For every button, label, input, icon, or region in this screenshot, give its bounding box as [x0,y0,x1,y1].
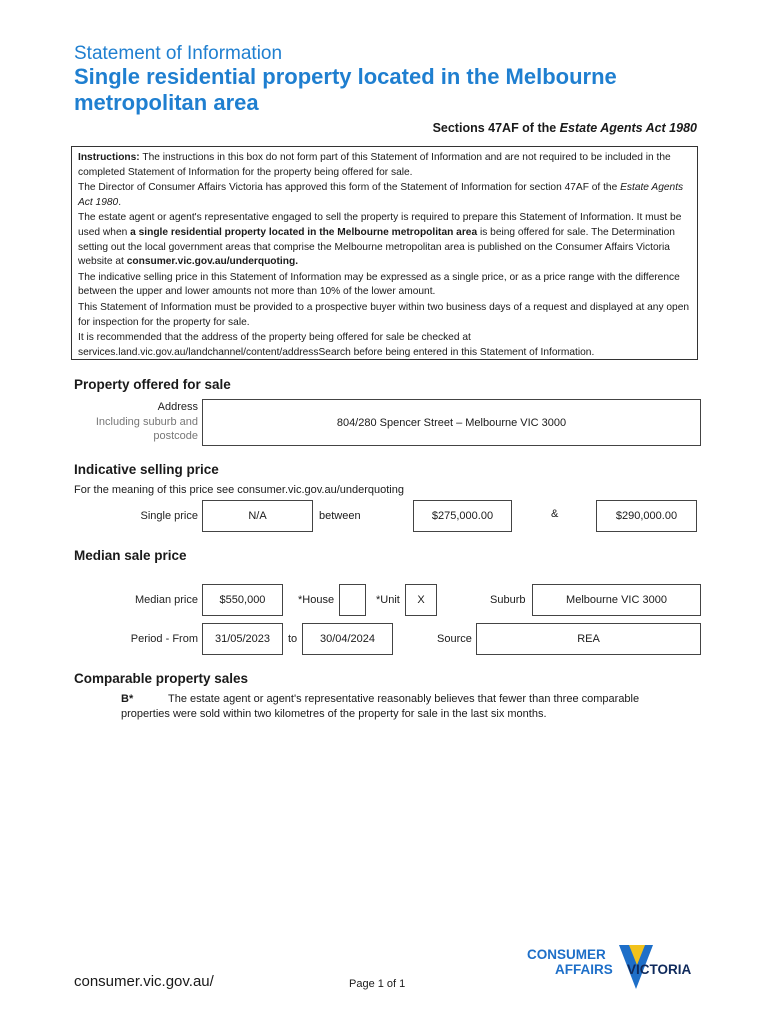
logo-text-victoria: VICTORIA [627,962,692,977]
between-label: between [319,510,361,522]
price-low-field[interactable]: $275,000.00 [413,500,512,532]
comparable-option-label: B* [121,693,134,705]
instructions-label: Instructions: [78,152,140,163]
instructions-p1: The instructions in this box do not form part of this Statement of Information and are not required to be included in the completed Statement of Information for the property being offered for sale. [78,152,671,178]
instructions-p2: The Director of Consumer Affairs Victoria has approved this form of the Statement of Information for section 47AF of the [78,182,621,194]
logo-text-affairs: AFFAIRS [555,962,613,977]
median-price-field[interactable]: $550,000 [202,584,283,616]
document-title: Single residential property located in the Melbourne metropolitan area [74,64,617,115]
instructions-p2-act: Estate Agents Act 1980 [78,182,684,208]
comparable-text-line1: The estate agent or agent's representative reasonably believes that fewer than three comparable [168,693,640,705]
source-field[interactable]: REA [476,623,701,655]
address-sublabel-2: postcode [153,430,198,442]
instructions-p2-end: . [118,196,122,208]
property-heading: Property offered for sale [74,377,231,392]
instructions-p4: The indicative selling price in this Statement of Information may be expressed as a single price, or as a price range with the difference between the upper and lower amounts not more than 10% of the lower amount. [78,271,680,298]
suburb-label: Suburb [490,594,526,606]
indicative-heading: Indicative selling price [74,462,219,477]
instructions-p3a: The estate agent or agent's representative engaged to sell the property is required to prepare this Statement of Information. It must be used when [78,212,682,238]
price-high-field[interactable]: $290,000.00 [596,500,697,532]
footer-url[interactable]: consumer.vic.gov.au/ [74,973,214,990]
house-checkbox[interactable] [339,584,366,616]
period-to-field[interactable]: 30/04/2024 [302,623,393,655]
underquoting-link[interactable]: consumer.vic.gov.au/underquoting. [126,256,299,268]
indicative-note: For the meaning of this price see consumer.vic.gov.au/underquoting [74,484,404,496]
comparable-heading: Comparable property sales [74,671,249,686]
source-label: Source [437,633,472,645]
instructions-box [71,146,698,360]
logo-text-consumer: CONSUMER [527,947,606,962]
document-kicker: Statement of Information [74,43,283,64]
consumer-affairs-victoria-logo [527,943,707,997]
to-label: to [288,633,298,645]
address-sublabel-1: Including suburb and [95,416,198,428]
unit-checkbox[interactable]: X [405,584,437,616]
median-heading: Median sale price [74,548,187,563]
sections-act: Estate Agents Act 1980 [559,121,697,135]
single-price-field[interactable]: N/A [202,500,313,532]
instructions-p3-bold: a single residential property located in the Melbourne metropolitan area [130,226,478,238]
house-label: *House [298,594,335,606]
sections-line [433,121,697,135]
period-from-field[interactable]: 31/05/2023 [202,623,283,655]
instructions-p6: It is recommended that the address of the property being offered for sale be checked at services.land.vic.gov.au/landchannel/content/addressSearch before being entered in this Statement of Information. [78,332,595,358]
page-number: Page 1 of 1 [349,978,406,990]
instructions-p5: This Statement of Information must be provided to a prospective buyer within two business days of a request and displayed at any open for inspection for the property for sale. [78,301,690,328]
single-price-label: Single price [140,510,198,522]
median-price-label: Median price [135,594,198,606]
suburb-field[interactable]: Melbourne VIC 3000 [532,584,701,616]
period-from-label: Period - From [130,633,198,645]
instructions-p3b: is being offered for sale. The Determination setting out the local government areas that comprise the Melbourne metropolitan area is published on the Consumer Affairs Victoria website at [78,226,675,268]
comparable-text-line2: properties were sold within two kilometres of the property for sale in the last six months. [121,708,547,720]
and-label: & [551,508,559,520]
unit-label: *Unit [376,594,400,606]
address-label: Address [157,401,198,413]
address-field[interactable]: 804/280 Spencer Street – Melbourne VIC 3000 [202,399,701,446]
sections-prefix: Sections 47AF of the [432,121,560,135]
